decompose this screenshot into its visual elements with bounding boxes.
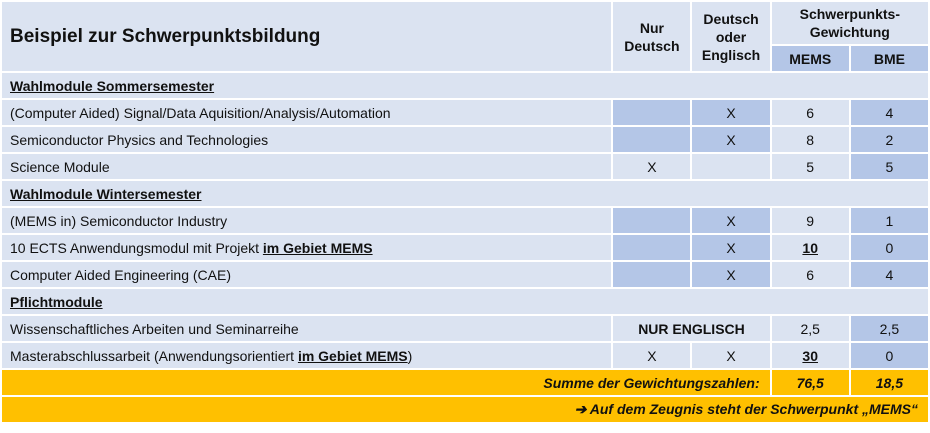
module-name	[2, 343, 611, 368]
bme-cell: 2	[851, 127, 928, 152]
table-row	[2, 154, 928, 179]
col-header-deutsch-englisch: Deutsch oder Englisch	[692, 2, 769, 71]
section-pflichtmodule: Pflichtmodule	[2, 289, 928, 314]
table-row	[2, 316, 928, 341]
mems-cell: 8	[772, 127, 849, 152]
bme-cell: 0	[851, 235, 928, 260]
bme-cell: 5	[851, 154, 928, 179]
col-header-mems: MEMS	[772, 46, 849, 71]
summary-row	[2, 370, 928, 395]
table-row	[2, 235, 928, 260]
nur-deutsch-cell	[613, 262, 690, 287]
section-sommersemester: Wahlmodule Sommersemester	[2, 73, 928, 98]
mems-cell: 6	[772, 262, 849, 287]
bme-cell: 2,5	[851, 316, 928, 341]
mems-cell: 2,5	[772, 316, 849, 341]
col-header-nur-deutsch: Nur Deutsch	[613, 2, 690, 71]
bme-cell: 0	[851, 343, 928, 368]
module-name: (MEMS in) Semiconductor Industry	[2, 208, 611, 233]
module-name: (Computer Aided) Signal/Data Aquisition/Analysis/Automation	[2, 100, 611, 125]
deutsch-englisch-cell: X	[692, 343, 769, 368]
module-name: Wissenschaftliches Arbeiten und Seminarreihe	[2, 316, 611, 341]
mems-cell: 9	[772, 208, 849, 233]
deutsch-englisch-cell: X	[692, 127, 769, 152]
nur-deutsch-cell	[613, 127, 690, 152]
deutsch-englisch-cell: X	[692, 100, 769, 125]
module-name	[2, 235, 611, 260]
table-row	[2, 100, 928, 125]
module-name-emphasis: im Gebiet MEMS	[262, 239, 373, 256]
nur-deutsch-cell	[613, 208, 690, 233]
mems-cell: 30	[772, 343, 849, 368]
module-name: Computer Aided Engineering (CAE)	[2, 262, 611, 287]
mems-cell: 6	[772, 100, 849, 125]
col-header-bme: BME	[851, 46, 928, 71]
deutsch-englisch-cell	[692, 154, 769, 179]
deutsch-englisch-cell: X	[692, 235, 769, 260]
table-row	[2, 343, 928, 368]
col-header-gewichtung: Schwerpunkts-Gewichtung	[772, 2, 928, 44]
summary-bme: 18,5	[851, 370, 928, 395]
module-name-text: 10 ECTS Anwendungsmodul mit Projekt	[10, 239, 263, 256]
table-row	[2, 127, 928, 152]
nur-deutsch-cell: X	[613, 343, 690, 368]
deutsch-englisch-cell: X	[692, 262, 769, 287]
result-row	[2, 397, 928, 422]
module-name-end: )	[407, 347, 413, 364]
nur-deutsch-cell: X	[613, 154, 690, 179]
nur-deutsch-cell	[613, 235, 690, 260]
bme-cell: 1	[851, 208, 928, 233]
result-text: ➔ Auf dem Zeugnis steht der Schwerpunkt „MEMS“	[2, 397, 928, 422]
summary-label: Summe der Gewichtungszahlen:	[2, 370, 770, 395]
deutsch-englisch-cell: X	[692, 208, 769, 233]
section-wintersemester: Wahlmodule Wintersemester	[2, 181, 928, 206]
bme-cell: 4	[851, 100, 928, 125]
mems-cell: 5	[772, 154, 849, 179]
page-title: Beispiel zur Schwerpunktsbildung	[2, 2, 611, 71]
module-name-text: Masterabschlussarbeit (Anwendungsorientiert	[10, 347, 298, 364]
summary-mems: 76,5	[772, 370, 849, 395]
table-row	[2, 262, 928, 287]
mems-cell: 10	[772, 235, 849, 260]
language-cell: NUR ENGLISCH	[613, 316, 769, 341]
module-name: Science Module	[2, 154, 611, 179]
module-name: Semiconductor Physics and Technologies	[2, 127, 611, 152]
module-name-emphasis: im Gebiet MEMS	[297, 347, 408, 364]
table-row	[2, 208, 928, 233]
bme-cell: 4	[851, 262, 928, 287]
nur-deutsch-cell	[613, 100, 690, 125]
